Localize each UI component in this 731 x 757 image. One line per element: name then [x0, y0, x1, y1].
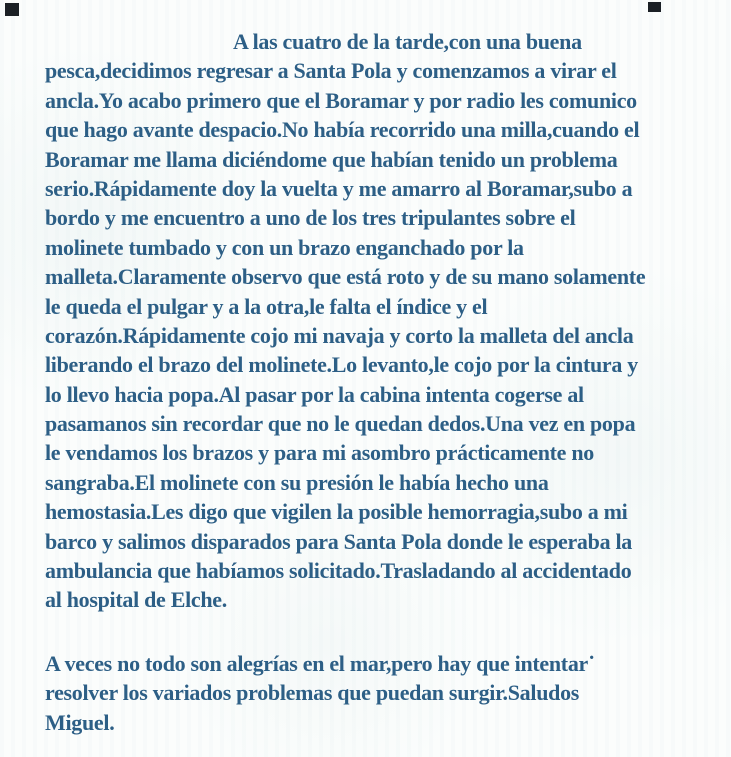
text-line: resolver los variados problemas que puedan surgir.Saludos [45, 680, 580, 706]
text-line: le queda el pulgar y a la otra,le falta el índice y el [45, 293, 488, 319]
text-line: ancla.Yo acabo primero que el Boramar y por radio les comunico [45, 87, 637, 113]
text-line: al hospital de Elche. [45, 587, 227, 613]
text-line: ambulancia que habíamos solicitado.Trasladando al accidentado [45, 558, 632, 584]
text-line: barco y salimos disparados para Santa Pola donde le esperaba la [45, 528, 632, 554]
text-line: lo llevo hacia popa.Al pasar por la cabina intenta cogerse al [45, 381, 584, 407]
text-line: Miguel. [45, 709, 115, 735]
text-line: corazón.Rápidamente cojo mi navaja y corto la malleta del ancla [45, 322, 634, 348]
text-line: A las cuatro de la tarde,con una buena [233, 29, 582, 54]
text-line: pasamanos sin recordar que no le quedan dedos.Una vez en popa [45, 411, 636, 437]
text-line: Boramar me llama diciéndome que habían tenido un problema [45, 146, 618, 172]
text-line: malleta.Claramente observo que está roto y de su mano solamente [45, 264, 646, 290]
text-line: que hago avante despacio.No había recorrido una milla,cuando el [45, 117, 640, 143]
scan-mark-top-right-icon [648, 2, 661, 12]
text-line: liberando el brazo del molinete.Lo levanto,le cojo por la cintura y [45, 352, 638, 378]
text-line: A veces no todo son alegrías en el mar,pero hay que intentar˙ [45, 650, 596, 676]
letter-text [45, 27, 715, 737]
scan-mark-top-left-icon [5, 3, 19, 16]
paragraph-closing [45, 649, 715, 737]
paragraph-body [45, 27, 715, 615]
text-line: hemostasia.Les digo que vigilen la posible hemorragia,subo a mi [45, 499, 628, 525]
text-line: pesca,decidimos regresar a Santa Pola y comenzamos a virar el [45, 58, 617, 84]
text-line: bordo y me encuentro a uno de los tres tripulantes sobre el [45, 205, 576, 231]
text-line: le vendamos los brazos y para mi asombro prácticamente no [45, 440, 594, 466]
text-line: serio.Rápidamente doy la vuelta y me amarro al Boramar,subo a [45, 175, 633, 201]
text-line: sangraba.El molinete con su presión le había hecho una [45, 469, 549, 495]
text-line: molinete tumbado y con un brazo enganchado por la [45, 234, 524, 260]
